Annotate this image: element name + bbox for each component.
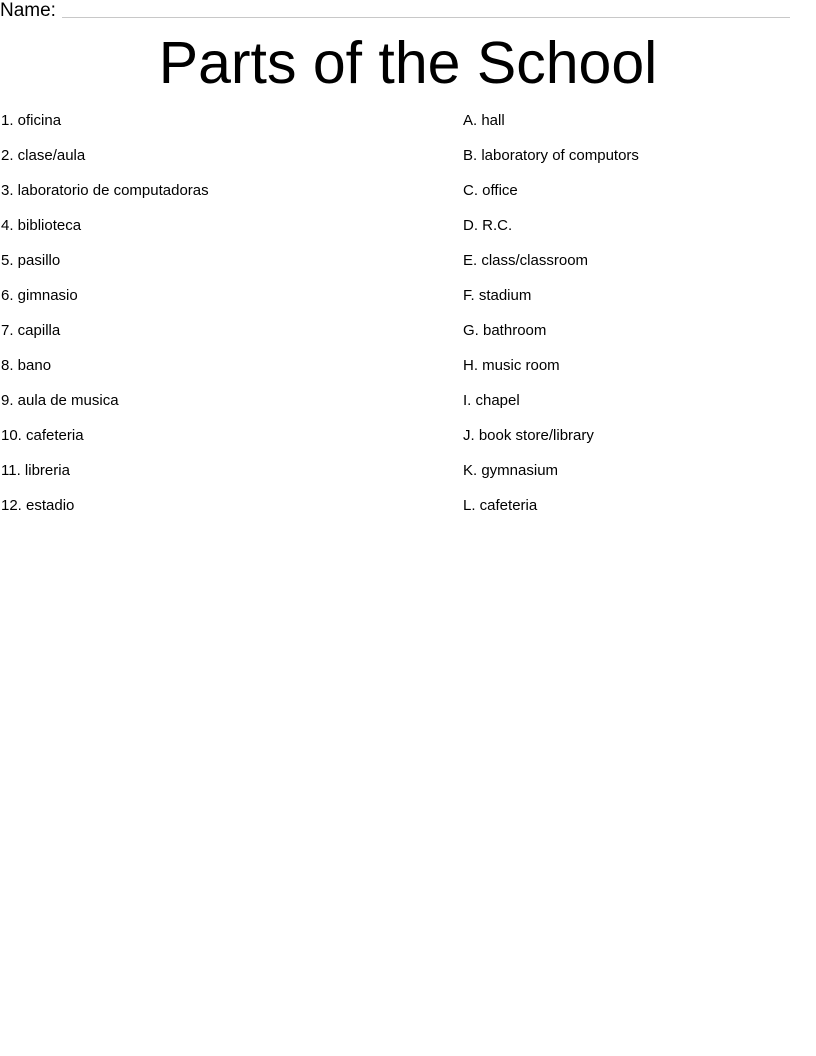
answer-item: E. class/classroom [463, 252, 589, 269]
term-item: 11. libreria [1, 462, 70, 479]
answer-item: C. office [463, 182, 518, 199]
answer-item: H. music room [463, 357, 560, 374]
answer-item: A. hall [463, 112, 505, 129]
term-item: 10. cafeteria [1, 427, 84, 444]
term-item: 4. biblioteca [1, 217, 82, 234]
terms-column [1, 111, 441, 531]
worksheet-title: Parts of the School [158, 30, 658, 96]
term-item: 8. bano [1, 357, 52, 374]
answer-item: G. bathroom [463, 322, 547, 339]
answer-item: D. R.C. [463, 217, 513, 234]
answers-column [463, 111, 803, 531]
term-item: 7. capilla [1, 322, 61, 339]
term-item: 1. oficina [1, 112, 62, 129]
answer-item: F. stadium [463, 287, 532, 304]
answer-item: K. gymnasium [463, 462, 559, 479]
answer-item: I. chapel [463, 392, 520, 409]
answer-item: L. cafeteria [463, 497, 538, 514]
term-item: 3. laboratorio de computadoras [1, 182, 209, 199]
name-label: Name: [0, 0, 56, 21]
term-item: 12. estadio [1, 497, 75, 514]
name-row [0, 0, 790, 22]
term-item: 2. clase/aula [1, 147, 86, 164]
answer-item: B. laboratory of computors [463, 147, 639, 164]
answer-item: J. book store/library [463, 427, 594, 444]
term-item: 5. pasillo [1, 252, 61, 269]
term-item: 9. aula de musica [1, 392, 119, 409]
name-blank-line [62, 17, 790, 18]
term-item: 6. gimnasio [1, 287, 78, 304]
